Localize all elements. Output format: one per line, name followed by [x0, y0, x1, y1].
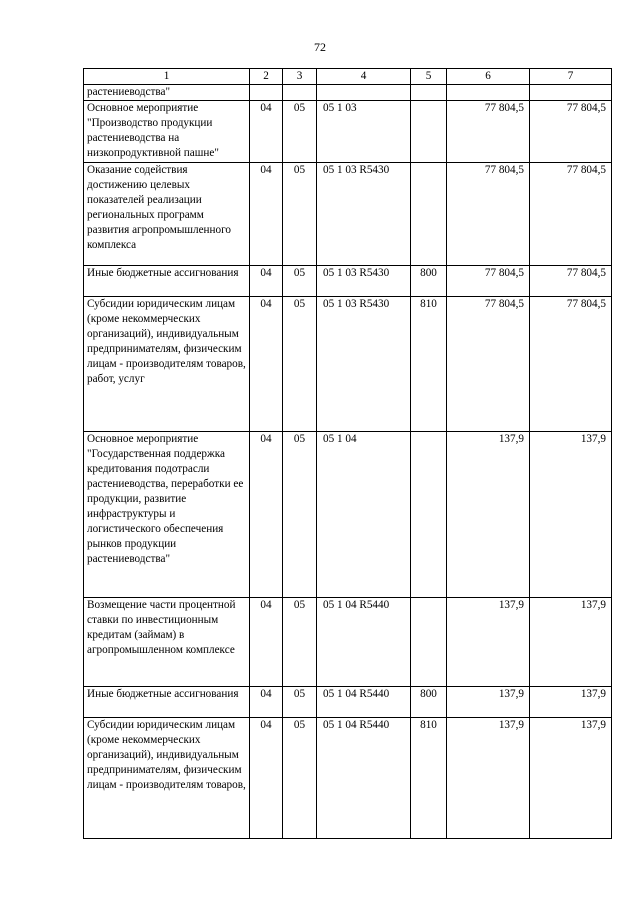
- row-amount-2: 77 804,5: [530, 297, 612, 432]
- column-header: 3: [283, 69, 317, 85]
- row-amount-1: 77 804,5: [447, 266, 530, 297]
- row-amount-1: 137,9: [447, 432, 530, 598]
- row-amount-1: 137,9: [447, 598, 530, 687]
- row-section: [250, 85, 283, 101]
- column-header: 4: [317, 69, 411, 85]
- row-target-article: 05 1 03 R5430: [317, 266, 411, 297]
- table-row: [84, 163, 612, 266]
- row-amount-1: 77 804,5: [447, 101, 530, 163]
- row-target-article: 05 1 04: [317, 432, 411, 598]
- row-amount-2: 137,9: [530, 432, 612, 598]
- row-section: 04: [250, 101, 283, 163]
- row-target-article: 05 1 04 R5440: [317, 718, 411, 839]
- column-header: 6: [447, 69, 530, 85]
- row-name: Основное мероприятие "Государственная поддержка кредитования подотрасли растениеводства, переработки ее продукции, развитие инфраструктуры и логистического обеспечения рынков продукции растениеводства": [84, 432, 250, 598]
- row-subsection: 05: [283, 598, 317, 687]
- row-expense-type: [411, 163, 447, 266]
- column-header: 5: [411, 69, 447, 85]
- row-name: Субсидии юридическим лицам (кроме некоммерческих организаций), индивидуальным предпринимателям, физическим лицам - производителям товаров, работ, услуг: [84, 297, 250, 432]
- table-row: [84, 297, 612, 432]
- row-subsection: [283, 85, 317, 101]
- table-header-row: [84, 69, 612, 85]
- row-name: растениеводства": [84, 85, 250, 101]
- row-section: 04: [250, 687, 283, 718]
- row-subsection: 05: [283, 687, 317, 718]
- row-amount-1: 137,9: [447, 687, 530, 718]
- table-row: [84, 718, 612, 839]
- row-amount-1: 77 804,5: [447, 163, 530, 266]
- row-section: 04: [250, 432, 283, 598]
- column-header: 1: [84, 69, 250, 85]
- row-subsection: 05: [283, 718, 317, 839]
- row-amount-2: [530, 85, 612, 101]
- row-target-article: 05 1 03: [317, 101, 411, 163]
- row-amount-2: 77 804,5: [530, 163, 612, 266]
- row-name: Основное мероприятие "Производство продукции растениеводства на низкопродуктивной пашне": [84, 101, 250, 163]
- row-subsection: 05: [283, 432, 317, 598]
- row-target-article: 05 1 03 R5430: [317, 297, 411, 432]
- table-row: [84, 266, 612, 297]
- row-subsection: 05: [283, 297, 317, 432]
- row-amount-1: 77 804,5: [447, 297, 530, 432]
- row-target-article: 05 1 03 R5430: [317, 163, 411, 266]
- row-name: Иные бюджетные ассигнования: [84, 266, 250, 297]
- row-section: 04: [250, 266, 283, 297]
- row-name: Иные бюджетные ассигнования: [84, 687, 250, 718]
- row-section: 04: [250, 297, 283, 432]
- table-row: [84, 687, 612, 718]
- table-row: [84, 432, 612, 598]
- row-amount-2: 137,9: [530, 718, 612, 839]
- row-target-article: 05 1 04 R5440: [317, 687, 411, 718]
- row-target-article: [317, 85, 411, 101]
- row-name: Субсидии юридическим лицам (кроме некоммерческих организаций), индивидуальным предпринимателям, физическим лицам - производителям товаров,: [84, 718, 250, 839]
- row-amount-1: 137,9: [447, 718, 530, 839]
- row-amount-2: 77 804,5: [530, 266, 612, 297]
- row-amount-2: 77 804,5: [530, 101, 612, 163]
- row-expense-type: 800: [411, 687, 447, 718]
- row-expense-type: [411, 432, 447, 598]
- row-amount-2: 137,9: [530, 598, 612, 687]
- row-expense-type: [411, 101, 447, 163]
- column-header: 7: [530, 69, 612, 85]
- row-subsection: 05: [283, 101, 317, 163]
- row-expense-type: [411, 85, 447, 101]
- table-row: [84, 598, 612, 687]
- row-amount-2: 137,9: [530, 687, 612, 718]
- row-name: Возмещение части процентной ставки по инвестиционным кредитам (займам) в агропромышленном комплексе: [84, 598, 250, 687]
- column-header: 2: [250, 69, 283, 85]
- row-section: 04: [250, 163, 283, 266]
- row-section: 04: [250, 598, 283, 687]
- row-target-article: 05 1 04 R5440: [317, 598, 411, 687]
- row-section: 04: [250, 718, 283, 839]
- row-amount-1: [447, 85, 530, 101]
- table-row: [84, 101, 612, 163]
- row-expense-type: 810: [411, 718, 447, 839]
- row-subsection: 05: [283, 163, 317, 266]
- row-expense-type: 810: [411, 297, 447, 432]
- row-expense-type: 800: [411, 266, 447, 297]
- page-number: 72: [314, 40, 326, 54]
- row-name: Оказание содействия достижению целевых показателей реализации региональных программ развития агропромышленного комплекса: [84, 163, 250, 266]
- budget-table: [83, 68, 612, 839]
- row-expense-type: [411, 598, 447, 687]
- row-subsection: 05: [283, 266, 317, 297]
- table-row: [84, 85, 612, 101]
